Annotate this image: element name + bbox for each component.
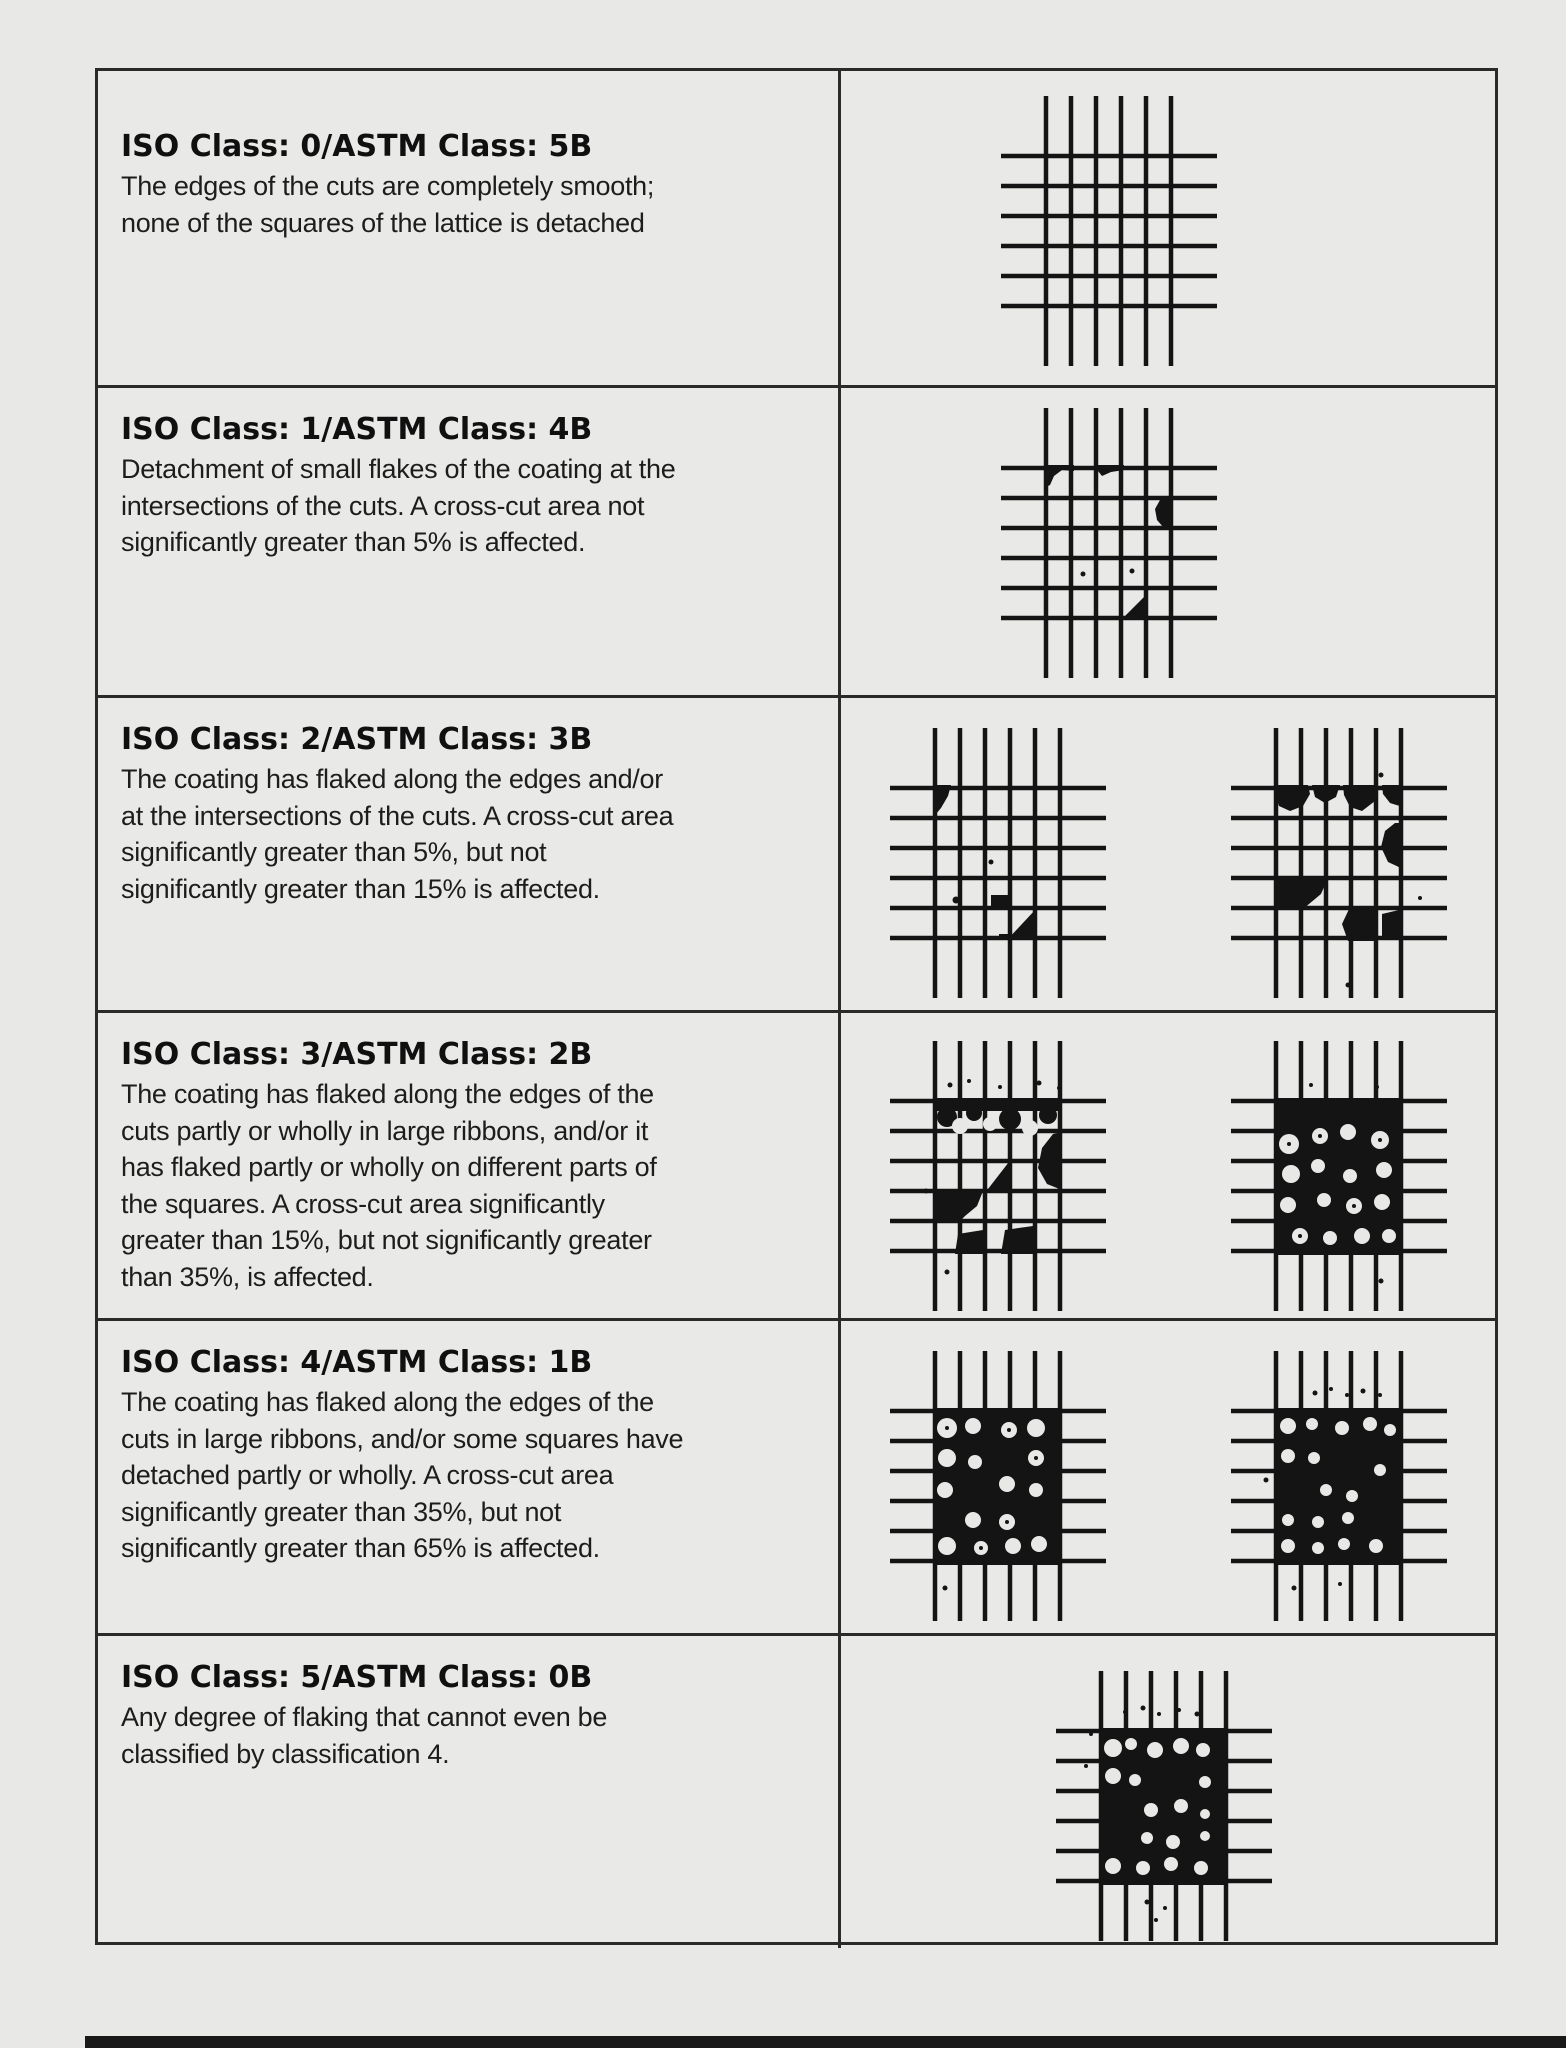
class-heading: ISO Class: 1/ASTM Class: 4B [121,412,593,447]
crosscut-grid-image [1231,1351,1447,1621]
class-description-cell [98,71,841,385]
class-heading: ISO Class: 4/ASTM Class: 1B [121,1345,593,1380]
class-figure-cell [841,1636,1495,1948]
class-figure-cell [841,388,1495,695]
table-row [98,1013,1495,1321]
table-row [98,1321,1495,1636]
class-heading: ISO Class: 5/ASTM Class: 0B [121,1660,593,1695]
class-heading: ISO Class: 0/ASTM Class: 5B [121,129,593,164]
class-description-cell [98,1636,841,1948]
class-description-cell [98,698,841,1010]
crosscut-grid-image [890,728,1106,998]
crosscut-grid-image [1231,1041,1447,1311]
class-heading: ISO Class: 3/ASTM Class: 2B [121,1037,593,1072]
class-description: The edges of the cuts are completely smooth; none of the squares of the lattice is detached [121,171,655,238]
class-description: The coating has flaked along the edges of the cuts in large ribbons, and/or some squares have detached partly or wholly. A cross-cut area significantly greater than 35%, but not significantly greater than 65% is affected. [121,1387,684,1563]
class-figure-cell [841,1321,1495,1633]
class-figure-cell [841,1013,1495,1318]
class-figure-cell [841,71,1495,385]
class-description: Detachment of small flakes of the coating at the intersections of the cuts. A cross-cut area not significantly greater than 5% is affected. [121,454,676,557]
class-heading: ISO Class: 2/ASTM Class: 3B [121,722,593,757]
class-description-cell [98,388,841,695]
class-description-cell [98,1321,841,1633]
crosscut-classification-table [95,68,1498,1945]
crosscut-grid-image [1001,408,1217,678]
crosscut-grid-image [1001,96,1217,366]
table-row [98,1636,1495,1948]
class-description-cell [98,1013,841,1318]
crosscut-grid-image [1056,1671,1272,1941]
crosscut-grid-image [890,1351,1106,1621]
crosscut-grid-image [890,1041,1106,1311]
table-row [98,698,1495,1013]
table-row [98,71,1495,388]
class-description: The coating has flaked along the edges of the cuts partly or wholly in large ribbons, and/or it has flaked partly or wholly on different parts of the squares. A cross-cut area significantly greater than 15%, but not significantly greater than 35%, is affected. [121,1079,657,1292]
class-figure-cell [841,698,1495,1010]
class-description: Any degree of flaking that cannot even be classified by classification 4. [121,1702,608,1769]
bottom-scan-bar [85,2036,1566,2048]
table-row [98,388,1495,698]
crosscut-grid-image [1231,728,1447,998]
class-description: The coating has flaked along the edges and/or at the intersections of the cuts. A cross-cut area significantly greater than 5%, but not significantly greater than 15% is affected. [121,764,674,904]
